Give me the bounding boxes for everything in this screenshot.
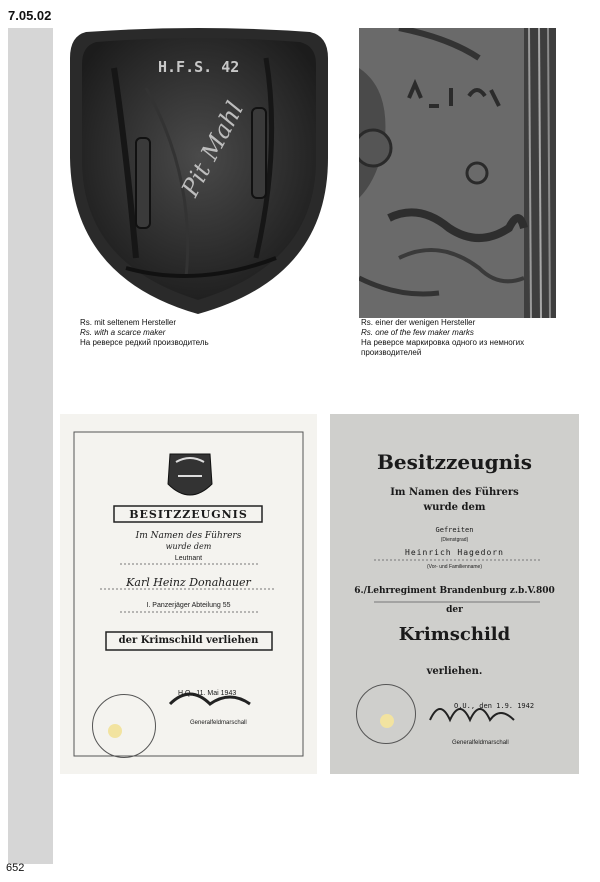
official-stamp [92, 694, 156, 758]
seal-dot [108, 724, 122, 738]
certificate-line2: wurde dem [423, 502, 486, 513]
caption-german: Rs. mit seltenem Hersteller [80, 318, 177, 327]
award-line: Krimschild [398, 624, 511, 645]
certificate-line1: Im Namen des Führers [135, 531, 242, 541]
page-number: 652 [6, 862, 25, 874]
award-line: der Krimschild verliehen [118, 635, 259, 646]
caption-shield-reverse [80, 318, 340, 348]
maker-mark-closeup-photo [359, 28, 556, 318]
caption-russian: На реверсе редкий производитель [80, 338, 209, 347]
recipient-unit: I. Panzerjäger Abteilung 55 [146, 602, 231, 609]
caption-english: Rs. one of the few maker marks [361, 328, 474, 337]
maker-stamp-text: H.F.S. 42 [158, 58, 240, 76]
certificate-date: O.U., den 1.9. 1942 [454, 702, 535, 710]
section-code: 7.05.02 [8, 8, 52, 23]
certificate-rank: Leutnant [174, 555, 203, 562]
caption-english: Rs. with a scarce maker [80, 328, 166, 337]
name-label: (Vor- und Familienname) [426, 564, 483, 570]
caption-german: Rs. einer der wenigen Hersteller [361, 318, 476, 327]
sidebar-stripe [8, 28, 53, 864]
caption-maker-mark [361, 318, 571, 358]
rank-label: (Dienstgrad) [440, 537, 469, 543]
certificate-der: der [446, 605, 463, 615]
recipient-name: Karl Heinz Donahauer [126, 576, 251, 589]
certificate-title: BESITZZEUGNIS [129, 508, 248, 521]
certificate-right [330, 414, 579, 774]
certificate-footer: Generalfeldmarschall [190, 720, 247, 726]
handwritten-inscription: Pit Mahl [176, 96, 250, 202]
certificate-left [60, 414, 317, 774]
shield-reverse-photo [66, 28, 330, 318]
certificate-line1: Im Namen des Führers [390, 487, 519, 498]
recipient-unit: 6./Lehrregiment Brandenburg z.b.V.800 [354, 586, 555, 596]
certificate-date: H.Q., 11. Mai 1943 [178, 690, 237, 697]
certificate-verb: verliehen. [426, 666, 483, 677]
recipient-name: Heinrich Hagedorn [405, 548, 504, 557]
certificate-footer: Generalfeldmarschall [452, 740, 509, 746]
caption-russian: На реверсе маркировка одного из немногих производителей [361, 338, 525, 357]
seal-dot [380, 714, 394, 728]
certificate-rank: Gefreiten [435, 526, 474, 534]
certificate-title: Besitzzeugnis [376, 450, 533, 474]
certificate-line2: wurde dem [165, 542, 212, 551]
